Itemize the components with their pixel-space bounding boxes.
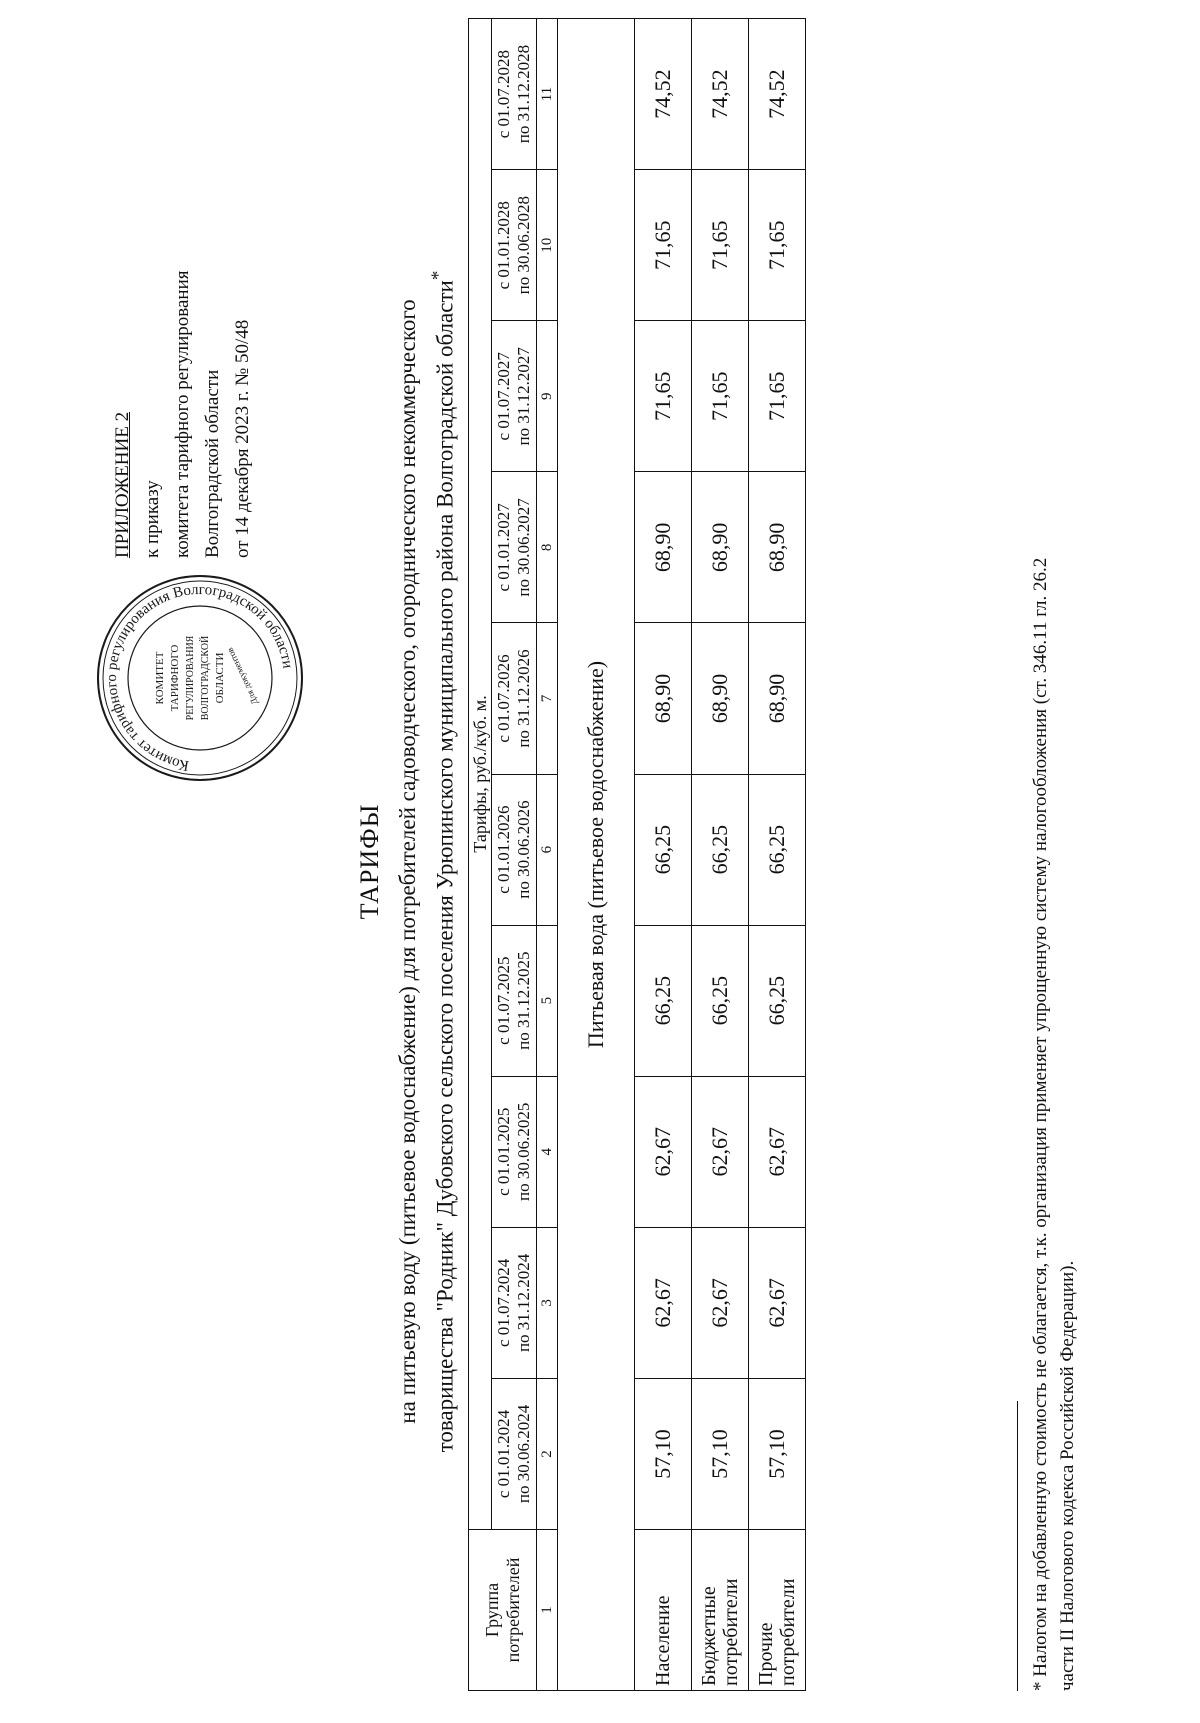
tariff-value-cell: 66,25 <box>749 925 806 1076</box>
footnote-marker: * <box>428 270 449 281</box>
column-number-cell: 6 <box>537 774 558 925</box>
tariff-value-cell: 68,90 <box>635 472 692 623</box>
tariff-value-cell: 62,67 <box>635 1227 692 1378</box>
tariff-value-cell: 66,25 <box>635 925 692 1076</box>
column-number-cell: 5 <box>537 925 558 1076</box>
appendix-title: ПРИЛОЖЕНИЕ 2 <box>112 411 133 558</box>
period-to: по 30.06.2026 <box>514 800 533 899</box>
table-row <box>749 19 806 1691</box>
tariffs-table <box>468 18 806 1691</box>
section-title-cell: Питьевая вода (питьевое водоснабжение) <box>558 19 635 1691</box>
document-subtitle <box>392 20 461 1703</box>
tariff-value-cell: 74,52 <box>635 19 692 170</box>
seal-inner-text-3: РЕГУЛИРОВАНИЯ <box>185 635 196 721</box>
seal-ring-text: Комитет тарифного регулирования Волгоградской области <box>103 581 296 774</box>
period-header-cell <box>492 1227 537 1378</box>
column-number-cell: 4 <box>537 1076 558 1227</box>
tariff-value-cell: 57,10 <box>635 1378 692 1529</box>
period-header-cell <box>492 472 537 623</box>
footnote <box>1027 291 1081 1691</box>
column-number-row <box>537 19 558 1691</box>
column-number-cell: 3 <box>537 1227 558 1378</box>
period-from: с 01.01.2025 <box>494 1107 513 1196</box>
period-from: с 01.07.2026 <box>494 654 513 743</box>
subtitle-line-2 <box>423 20 461 1703</box>
group-header-cell: Группа потребителей <box>469 1530 537 1691</box>
period-header-cell <box>492 321 537 472</box>
section-row <box>558 19 635 1691</box>
column-number-cell: 1 <box>537 1530 558 1691</box>
appendix-line-4: от 14 декабря 2023 г. № 50/48 <box>232 319 253 558</box>
tariff-value-cell: 71,65 <box>749 321 806 472</box>
seal-inner-text-2: ТАРИФНОГО <box>169 644 181 712</box>
tariff-value-cell: 68,90 <box>749 472 806 623</box>
column-number-cell: 8 <box>537 472 558 623</box>
period-from: с 01.01.2026 <box>494 805 513 894</box>
period-header-cell <box>492 774 537 925</box>
seal-bottom-text: Для документов <box>224 646 260 707</box>
period-to: по 31.12.2027 <box>514 347 533 446</box>
footnote-line-1: * Налогом на добавленную стоимость не облагается, т.к. организация применяет упрощенную систему налогообложения (ст. 346.11 гл. 26.2 <box>1030 557 1051 1691</box>
period-to: по 30.06.2025 <box>514 1102 533 1201</box>
tariff-value-cell: 71,65 <box>692 170 749 321</box>
appendix-line-3: Волгоградской области <box>202 369 223 558</box>
table-header-row <box>469 19 492 1691</box>
period-header-cell <box>492 1378 537 1529</box>
tariff-value-cell: 71,65 <box>635 321 692 472</box>
seal-inner-text-5: ОБЛАСТИ <box>214 652 226 704</box>
seal-inner-text-1: КОМИТЕТ <box>154 651 166 705</box>
period-to: по 30.06.2028 <box>514 196 533 295</box>
consumer-group-cell: Население <box>635 1530 692 1691</box>
tariff-value-cell: 57,10 <box>749 1378 806 1529</box>
subtitle-line-2-text: товарищества "Родник" Дубовского сельского поселения Урюпинского муниципального района Волгоградской области <box>432 280 458 1453</box>
tariff-value-cell: 62,67 <box>692 1227 749 1378</box>
table-row <box>692 19 749 1691</box>
tariff-value-cell: 66,25 <box>749 774 806 925</box>
period-to: по 31.12.2026 <box>514 649 533 748</box>
column-number-cell: 7 <box>537 623 558 774</box>
tariff-value-cell: 57,10 <box>692 1378 749 1529</box>
footnote-line-2: части II Налогового кодекса Российской Федерации). <box>1057 1260 1078 1691</box>
period-from: с 01.07.2027 <box>494 352 513 441</box>
tariff-value-cell: 62,67 <box>749 1227 806 1378</box>
period-header-cell <box>492 1076 537 1227</box>
period-to: по 31.12.2024 <box>514 1253 533 1353</box>
period-from: с 01.01.2028 <box>494 201 513 290</box>
tariff-value-cell: 74,52 <box>749 19 806 170</box>
tariff-value-cell: 66,25 <box>635 774 692 925</box>
table-body <box>635 19 806 1691</box>
consumer-group-cell: Бюджетные потребители <box>692 1530 749 1691</box>
document-title: ТАРИФЫ <box>355 803 384 920</box>
tariff-header-cell: Тарифы, руб./куб. м. <box>469 19 492 1530</box>
tariff-value-cell: 68,90 <box>749 623 806 774</box>
period-from: с 01.07.2025 <box>494 956 513 1045</box>
seal-inner-text-4: ВОЛГОГРАДСКОЙ <box>200 635 211 721</box>
tariff-value-cell: 66,25 <box>692 774 749 925</box>
period-to: по 31.12.2028 <box>514 44 533 144</box>
footnote-separator <box>1017 1401 1018 1691</box>
tariff-value-cell: 71,65 <box>692 321 749 472</box>
subtitle-line-1: на питьевую воду (питьевое водоснабжение) для потребителей садоводческого, огороднического некоммерческого <box>395 299 420 1424</box>
period-to: по 30.06.2024 <box>514 1404 533 1504</box>
column-number-cell: 9 <box>537 321 558 472</box>
tariff-value-cell: 66,25 <box>692 925 749 1076</box>
tariff-value-cell: 68,90 <box>635 623 692 774</box>
tariff-value-cell: 62,67 <box>635 1076 692 1227</box>
tariff-value-cell: 68,90 <box>692 472 749 623</box>
period-from: с 01.01.2027 <box>494 503 513 592</box>
column-number-cell: 11 <box>537 19 558 170</box>
period-header-cell <box>492 925 537 1076</box>
tariff-value-cell: 71,65 <box>635 170 692 321</box>
period-header-cell <box>492 623 537 774</box>
period-from: с 01.07.2024 <box>494 1258 513 1348</box>
tariff-value-cell: 74,52 <box>692 19 749 170</box>
appendix-line-2: комитета тарифного регулирования <box>172 270 193 558</box>
period-from: с 01.01.2024 <box>494 1409 513 1499</box>
period-to: по 31.12.2025 <box>514 951 533 1050</box>
consumer-group-cell: Прочие потребители <box>749 1530 806 1691</box>
period-header-cell <box>492 19 537 170</box>
table-row <box>635 19 692 1691</box>
tariff-value-cell: 71,65 <box>749 170 806 321</box>
official-seal <box>95 573 305 783</box>
tariff-value-cell: 62,67 <box>749 1076 806 1227</box>
period-to: по 30.06.2027 <box>514 498 533 597</box>
appendix-block <box>108 38 258 558</box>
appendix-line-1: к приказу <box>142 480 163 558</box>
period-from: с 01.07.2028 <box>494 49 513 139</box>
column-number-cell: 10 <box>537 170 558 321</box>
tariff-value-cell: 68,90 <box>692 623 749 774</box>
tariff-value-cell: 62,67 <box>692 1076 749 1227</box>
period-header-cell <box>492 170 537 321</box>
column-number-cell: 2 <box>537 1378 558 1529</box>
period-header-row <box>492 19 537 1691</box>
